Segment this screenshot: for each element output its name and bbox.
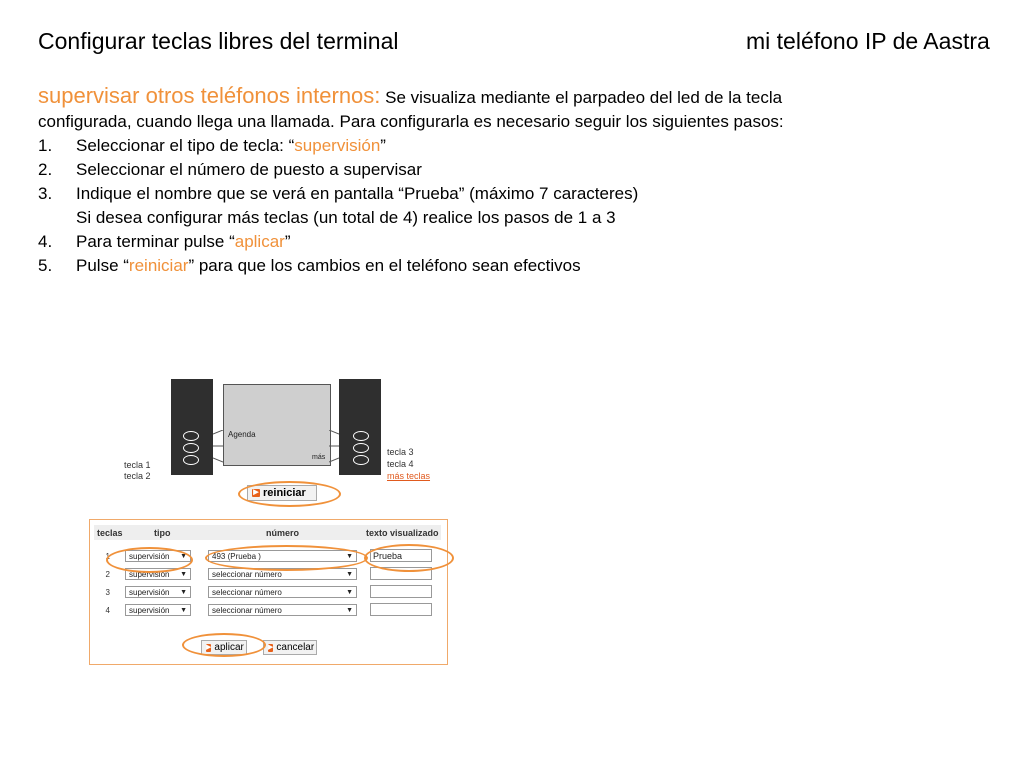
intro-paragraph [38, 84, 828, 134]
key-led-icon [183, 455, 199, 465]
numero-select[interactable]: seleccionar número ▼ [208, 568, 357, 580]
keys-config-table [89, 519, 448, 665]
highlight-oval [182, 633, 266, 657]
display-text-input[interactable] [370, 603, 432, 616]
dropdown-arrow-icon: ▼ [180, 589, 187, 596]
intro-text: Se visualiza mediante el parpadeo del led de la tecla configurada, cuando llega una llamada. Para configurarla es necesario seguir los siguientes pasos: [38, 88, 784, 131]
row-number: 3 [105, 588, 110, 597]
row-number: 2 [105, 570, 110, 579]
dropdown-arrow-icon: ▼ [346, 571, 353, 578]
key-led-icon [353, 443, 369, 453]
key-led-icon [183, 443, 199, 453]
instructions [38, 84, 828, 278]
col-header-tipo: tipo [154, 528, 171, 538]
highlight-oval [238, 481, 341, 507]
phone-screen [223, 384, 331, 466]
highlight-oval [106, 547, 193, 573]
step-item: 2. Seleccionar el número de puesto a supervisar [38, 160, 422, 179]
tipo-select[interactable]: supervisión ▼ [125, 604, 191, 616]
row-number: 4 [105, 606, 110, 615]
intro-heading: supervisar otros teléfonos internos: [38, 83, 381, 108]
key-label: tecla 4 [387, 459, 414, 469]
step-item: 4. Para terminar pulse “aplicar” [38, 232, 291, 251]
key-label: tecla 3 [387, 447, 414, 457]
step-note: Si desea configurar más teclas (un total de 4) realice los pasos de 1 a 3 [76, 208, 616, 227]
phone-left-panel [171, 379, 213, 475]
dropdown-arrow-icon: ▼ [180, 607, 187, 614]
play-icon: ▶ [268, 643, 274, 651]
display-text-input[interactable]: Prueba [370, 549, 432, 562]
key-label: tecla 1 [124, 460, 151, 470]
tipo-select[interactable]: supervisión ▼ [125, 568, 191, 580]
phone-right-panel [339, 379, 381, 475]
tipo-select[interactable]: supervisión ▼ [125, 550, 191, 562]
page-subtitle: mi teléfono IP de Aastra [746, 28, 990, 54]
apply-button[interactable]: ▶ aplicar [201, 640, 247, 655]
numero-select[interactable]: seleccionar número ▼ [208, 604, 357, 616]
dropdown-arrow-icon: ▼ [346, 607, 353, 614]
highlight-oval [364, 544, 454, 572]
dropdown-arrow-icon: ▼ [346, 589, 353, 596]
page-title: Configurar teclas libres del terminal [38, 28, 399, 54]
col-header-texto: texto visualizado [366, 528, 439, 538]
numero-select[interactable]: seleccionar número ▼ [208, 586, 357, 598]
left-key-connectors-icon [213, 430, 223, 466]
key-led-icon [183, 431, 199, 441]
key-led-icon [353, 431, 369, 441]
steps-list [38, 134, 828, 278]
numero-select[interactable]: 493 (Prueba ) ▼ [208, 550, 357, 562]
play-icon: ▶ [206, 643, 212, 651]
key-label: tecla 2 [124, 471, 151, 481]
col-header-teclas: teclas [97, 528, 123, 538]
display-text-input[interactable] [370, 585, 432, 598]
key-led-icon [353, 455, 369, 465]
cancel-button[interactable]: ▶ cancelar [263, 640, 317, 655]
step-item: 5. Pulse “reiniciar” para que los cambios en el teléfono sean efectivos [38, 256, 581, 275]
tipo-select[interactable]: supervisión ▼ [125, 586, 191, 598]
dropdown-arrow-icon: ▼ [180, 571, 187, 578]
dropdown-arrow-icon: ▼ [180, 553, 187, 560]
right-key-connectors-icon [329, 430, 339, 466]
restart-button[interactable]: ▶ reiniciar [247, 485, 317, 501]
more-keys-link[interactable]: más teclas [387, 471, 431, 481]
screen-agenda-label: Agenda [228, 430, 256, 439]
step-item: 3. Indique el nombre que se verá en pantalla “Prueba” (máximo 7 caracteres) [38, 184, 639, 203]
col-header-numero: número [266, 528, 300, 538]
highlight-oval [205, 545, 368, 571]
dropdown-arrow-icon: ▼ [346, 553, 353, 560]
step-item: 1. Seleccionar el tipo de tecla: “supervisión” [38, 136, 386, 155]
row-number: 1 [105, 552, 110, 561]
play-icon: ▶ [253, 489, 259, 496]
screen-more-label: más [312, 454, 326, 461]
